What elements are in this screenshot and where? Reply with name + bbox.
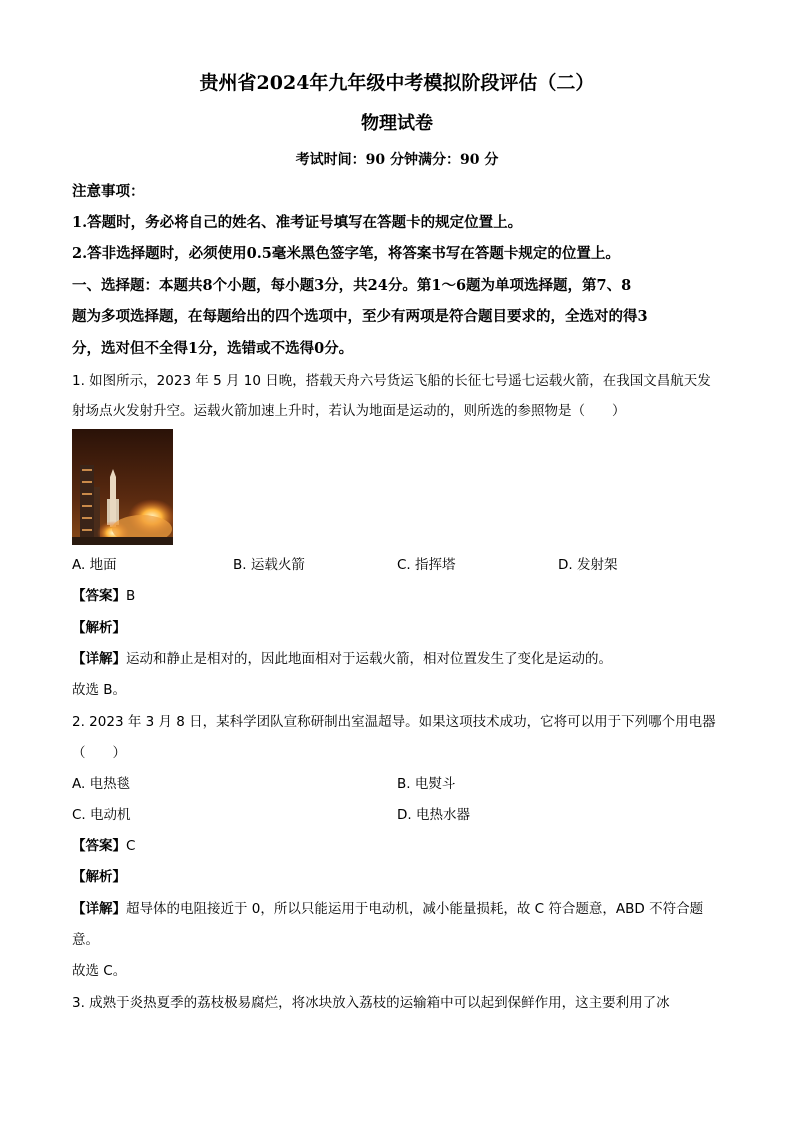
answer-label: 【答案】	[72, 838, 126, 854]
answer-label: 【答案】	[72, 588, 126, 604]
answer-value: B	[126, 588, 136, 604]
question-1-option-c: C. 指挥塔	[397, 557, 456, 573]
detail-label: 【详解】	[72, 651, 126, 667]
note-item: 1.答题时，务必将自己的姓名、准考证号填写在答题卡的规定位置上。	[72, 214, 523, 231]
detail-text: 运动和静止是相对的，因此地面相对于运载火箭，相对位置发生了变化是运动的。	[126, 651, 612, 667]
section-instructions: 一、选择题：本题共8个小题，每小题3分，共24分。第1～6题为单项选择题，第7、8	[72, 277, 632, 294]
detail-label: 【详解】	[72, 901, 126, 917]
question-1-conclusion: 故选 B。	[72, 682, 127, 698]
question-1-answer	[72, 586, 135, 606]
rocket-launch-photo-icon	[72, 429, 173, 545]
question-2-analysis-label: 【解析】	[72, 869, 126, 885]
question-1-stem: 1. 如图所示，2023 年 5 月 10 日晚，搭载天舟六号货运飞船的长征七号遥七运载火箭，在我国文昌航天发	[72, 373, 711, 389]
exam-info: 考试时间：90 分钟满分：90 分	[295, 152, 499, 168]
question-2-answer	[72, 836, 135, 856]
question-1-detail	[72, 649, 612, 669]
question-1-stem: 射场点火发射升空。运载火箭加速上升时，若认为地面是运动的，则所选的参照物是（ ）	[72, 403, 626, 419]
section-instructions: 题为多项选择题，在每题给出的四个选项中，至少有两项是符合题目要求的，全选对的得3	[72, 308, 648, 325]
question-2-stem: 2. 2023 年 3 月 8 日，某科学团队宣称研制出室温超导。如果这项技术成功，它将可以用于下列哪个用电器	[72, 714, 716, 730]
section-instructions: 分，选对但不全得1分，选错或不选得0分。	[72, 340, 354, 357]
question-2-option-b: B. 电熨斗	[397, 776, 456, 792]
subject-title: 物理试卷	[361, 113, 433, 134]
question-2-detail-cont: 意。	[72, 932, 99, 948]
question-2-conclusion: 故选 C。	[72, 963, 127, 979]
notes-heading: 注意事项：	[72, 183, 145, 200]
page-title: 贵州省2024年九年级中考模拟阶段评估（二）	[199, 72, 595, 94]
question-3-stem: 3. 成熟于炎热夏季的荔枝极易腐烂，将冰块放入荔枝的运输箱中可以起到保鲜作用，这主要利用了冰	[72, 995, 670, 1011]
question-1-option-d: D. 发射架	[558, 557, 618, 573]
question-2-option-c: C. 电动机	[72, 807, 131, 823]
detail-text: 超导体的电阻接近于 0，所以只能运用于电动机，减小能量损耗，故 C 符合题意，ABD 不符合题	[126, 901, 704, 917]
question-2-option-a: A. 电热毯	[72, 776, 131, 792]
note-item: 2.答非选择题时，必须使用0.5毫米黑色签字笔，将答案书写在答题卡规定的位置上。	[72, 245, 620, 262]
question-2-detail	[72, 899, 703, 919]
question-1-option-b: B. 运载火箭	[233, 557, 305, 573]
question-1-option-a: A. 地面	[72, 557, 117, 573]
question-2-option-d: D. 电热水器	[397, 807, 470, 823]
answer-value: C	[126, 838, 136, 854]
question-2-stem: （ ）	[72, 745, 126, 761]
question-1-analysis-label: 【解析】	[72, 620, 126, 636]
